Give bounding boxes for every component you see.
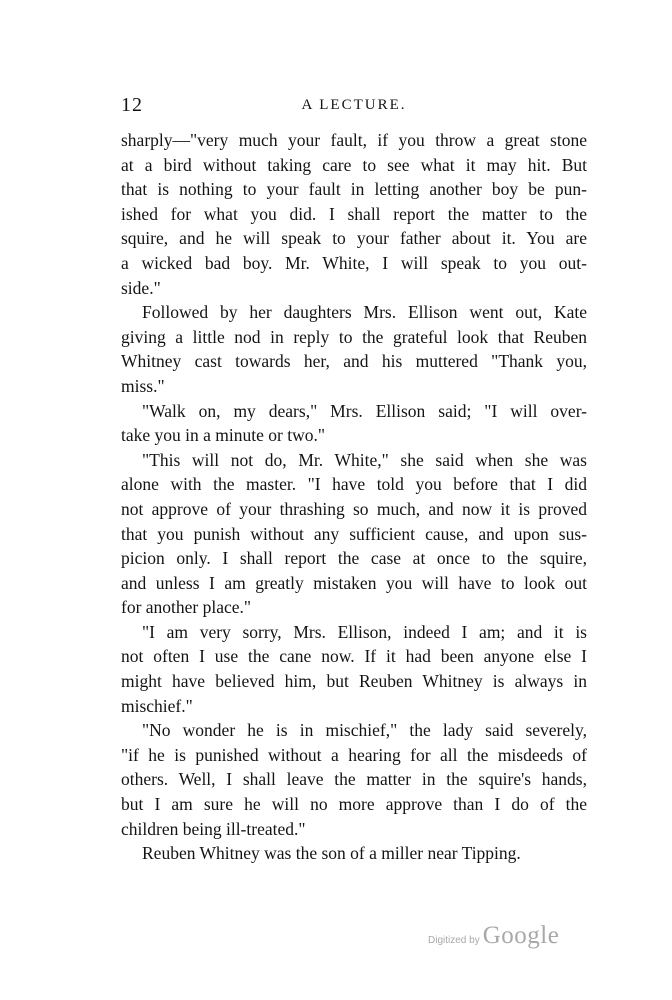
text-line: Followed by her daughters Mrs. Ellison went out, Kate xyxy=(142,302,587,323)
text-line: at a bird without taking care to see what it may hit. But xyxy=(121,154,587,175)
text-line: but I am sure he will no more approve than I do of the xyxy=(121,794,587,815)
text-line: "No wonder he is in mischief," the lady said severely, xyxy=(142,720,587,741)
text-line: take you in a minute or two." xyxy=(121,425,325,446)
text-line: Whitney cast towards her, and his muttered "Thank you, xyxy=(121,351,587,372)
text-line: miss." xyxy=(121,375,165,396)
text-line: alone with the master. "I have told you before that I did xyxy=(121,474,587,495)
text-line: "I am very sorry, Mrs. Ellison, indeed I am; and it is xyxy=(142,621,587,642)
text-line: picion only. I shall report the case at once to the squire, xyxy=(121,548,587,569)
text-line: "Walk on, my dears," Mrs. Ellison said; "I will over- xyxy=(142,400,587,421)
body-text xyxy=(121,128,587,866)
text-line: sharply—"very much your fault, if you throw a great stone xyxy=(121,130,587,150)
watermark-brand: Google xyxy=(482,922,560,949)
watermark-prefix: Digitized by xyxy=(428,935,480,946)
text-line: giving a little nod in reply to the grateful look that Reuben xyxy=(121,326,587,347)
text-line: mischief." xyxy=(121,695,193,716)
text-line: children being ill-treated." xyxy=(121,818,306,839)
text-line: might have believed him, but Reuben Whitney is always in xyxy=(121,671,587,692)
text-line: a wicked bad boy. Mr. White, I will speak to you out- xyxy=(121,252,587,273)
running-head xyxy=(121,94,587,120)
text-line: Reuben Whitney was the son of a miller near Tipping. xyxy=(142,843,521,864)
text-line: not approve of your thrashing so much, and now it is proved xyxy=(121,498,587,519)
text-line: "This will not do, Mr. White," she said when she was xyxy=(142,449,587,470)
running-title: A LECTURE. xyxy=(301,97,407,113)
page-number: 12 xyxy=(121,94,143,116)
text-line: side." xyxy=(121,277,161,298)
text-line: and unless I am greatly mistaken you will have to look out xyxy=(121,572,587,593)
digitization-watermark xyxy=(428,922,588,958)
text-line: for another place." xyxy=(121,597,252,618)
text-line: that you punish without any sufficient cause, and upon sus- xyxy=(121,523,587,544)
text-line: "if he is punished without a hearing for all the misdeeds of xyxy=(121,744,587,765)
text-line: not often I use the cane now. If it had been anyone else I xyxy=(121,646,587,667)
text-line: squire, and he will speak to your father about it. You are xyxy=(121,228,587,249)
text-line: ished for what you did. I shall report the matter to the xyxy=(121,203,587,224)
text-line: that is nothing to your fault in letting another boy be pun- xyxy=(121,179,587,200)
text-line: others. Well, I shall leave the matter in the squire's hands, xyxy=(121,769,587,790)
